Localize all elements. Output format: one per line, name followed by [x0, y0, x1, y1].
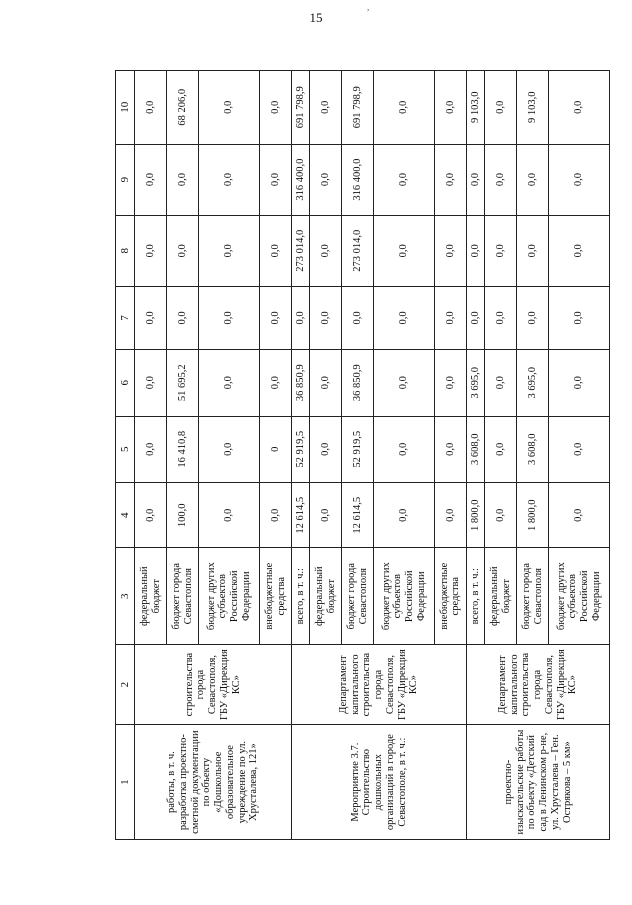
value-cell-col10: 9 103,0 [517, 71, 549, 145]
funding-source: бюджет других субъектов Российской Федерации [199, 548, 260, 644]
value-cell-col7: 0,0 [549, 286, 610, 349]
column-header-7: 7 [116, 286, 135, 349]
value-cell-col4: 1 800,0 [517, 483, 549, 548]
value-cell-col10: 68 206,0 [167, 71, 199, 145]
table-row [467, 71, 485, 840]
column-header-9: 9 [116, 144, 135, 215]
measure-title: Мероприятие 3.7. Строительство дошкольных организаций в городе Севастополе, в т. ч.: [292, 725, 467, 840]
executor: Департамент капитального строительства города Севастополя, ГБУ «Дирекция КС» [467, 644, 610, 724]
funding-source: всего, в т. ч.: [292, 548, 310, 644]
value-cell-col7: 0,0 [199, 286, 260, 349]
value-cell-col9: 0,0 [199, 144, 260, 215]
value-cell-col10: 691 798,9 [342, 71, 374, 145]
value-cell-col7: 0,0 [467, 286, 485, 349]
value-cell-col6: 36 850,9 [342, 349, 374, 416]
value-cell-col7: 0,0 [292, 286, 310, 349]
value-cell-col8: 273 014,0 [292, 215, 310, 286]
column-header-6: 6 [116, 349, 135, 416]
value-cell-col9: 0,0 [167, 144, 199, 215]
value-cell-col10: 0,0 [484, 71, 516, 145]
value-cell-col10: 0,0 [434, 71, 466, 145]
funding-source: внебюджетные средства [434, 548, 466, 644]
value-cell-col6: 0,0 [135, 349, 167, 416]
value-cell-col10: 0,0 [199, 71, 260, 145]
value-cell-col6: 0,0 [434, 349, 466, 416]
page-number: 15 [309, 10, 323, 25]
budget-table [115, 70, 610, 840]
column-header-2: 2 [116, 644, 135, 724]
value-cell-col9: 0,0 [309, 144, 341, 215]
value-cell-col4: 0,0 [434, 483, 466, 548]
value-cell-col4: 12 614,5 [342, 483, 374, 548]
value-cell-col4: 100,0 [167, 483, 199, 548]
executor: строительства города Севастополя, ГБУ «Дирекция КС» [135, 644, 292, 724]
funding-source: федеральный бюджет [484, 548, 516, 644]
value-cell-col5: 52 919,5 [292, 416, 310, 483]
value-cell-col9: 316 400,0 [292, 144, 310, 215]
value-cell-col5: 0 [259, 416, 291, 483]
rotated-table-container [115, 70, 610, 840]
value-cell-col7: 0,0 [434, 286, 466, 349]
funding-source: федеральный бюджет [309, 548, 341, 644]
value-cell-col5: 3 608,0 [467, 416, 485, 483]
column-header-4: 4 [116, 483, 135, 548]
value-cell-col4: 0,0 [549, 483, 610, 548]
executor: Департамент капитального строительства города Севастополя, ГБУ «Дирекция КС» [292, 644, 467, 724]
value-cell-col9: 0,0 [549, 144, 610, 215]
funding-source: бюджет города Севастополя [517, 548, 549, 644]
value-cell-col5: 16 410,8 [167, 416, 199, 483]
value-cell-col7: 0,0 [374, 286, 435, 349]
measure-title: работы, в т. ч. разработка проектно-сметной документации по объекту «Дошкольное образовательное учреждение по ул. Хрусталева, 121» [135, 725, 292, 840]
value-cell-col4: 0,0 [309, 483, 341, 548]
value-cell-col6: 0,0 [484, 349, 516, 416]
value-cell-col9: 0,0 [467, 144, 485, 215]
value-cell-col6: 3 695,0 [517, 349, 549, 416]
value-cell-col6: 0,0 [549, 349, 610, 416]
value-cell-col7: 0,0 [484, 286, 516, 349]
value-cell-col4: 0,0 [199, 483, 260, 548]
value-cell-col5: 0,0 [309, 416, 341, 483]
value-cell-col5: 52 919,5 [342, 416, 374, 483]
value-cell-col6: 3 695,0 [467, 349, 485, 416]
value-cell-col9: 0,0 [484, 144, 516, 215]
value-cell-col10: 9 103,0 [467, 71, 485, 145]
value-cell-col10: 0,0 [374, 71, 435, 145]
value-cell-col8: 0,0 [309, 215, 341, 286]
value-cell-col8: 0,0 [434, 215, 466, 286]
value-cell-col9: 0,0 [135, 144, 167, 215]
value-cell-col6: 51 695,2 [167, 349, 199, 416]
value-cell-col7: 0,0 [309, 286, 341, 349]
funding-source: внебюджетные средства [259, 548, 291, 644]
table-row [135, 71, 167, 840]
value-cell-col7: 0,0 [135, 286, 167, 349]
column-header-1: 1 [116, 725, 135, 840]
value-cell-col10: 0,0 [135, 71, 167, 145]
column-header-5: 5 [116, 416, 135, 483]
value-cell-col6: 0,0 [309, 349, 341, 416]
value-cell-col10: 0,0 [549, 71, 610, 145]
value-cell-col6: 0,0 [259, 349, 291, 416]
value-cell-col8: 0,0 [259, 215, 291, 286]
value-cell-col9: 0,0 [374, 144, 435, 215]
value-cell-col5: 3 608,0 [517, 416, 549, 483]
value-cell-col5: 0,0 [135, 416, 167, 483]
value-cell-col4: 12 614,5 [292, 483, 310, 548]
value-cell-col5: 0,0 [549, 416, 610, 483]
funding-source: бюджет города Севастополя [167, 548, 199, 644]
value-cell-col8: 0,0 [374, 215, 435, 286]
value-cell-col9: 0,0 [434, 144, 466, 215]
value-cell-col8: 0,0 [199, 215, 260, 286]
column-header-3: 3 [116, 548, 135, 644]
funding-source: федеральный бюджет [135, 548, 167, 644]
funding-source: бюджет города Севастополя [342, 548, 374, 644]
value-cell-col6: 0,0 [374, 349, 435, 416]
value-cell-col10: 0,0 [259, 71, 291, 145]
funding-source: бюджет других субъектов Российской Федерации [374, 548, 435, 644]
header-row [116, 71, 135, 840]
value-cell-col10: 691 798,9 [292, 71, 310, 145]
funding-source: всего, в т. ч.: [467, 548, 485, 644]
column-header-10: 10 [116, 71, 135, 145]
value-cell-col5: 0,0 [484, 416, 516, 483]
value-cell-col4: 0,0 [259, 483, 291, 548]
value-cell-col5: 0,0 [199, 416, 260, 483]
value-cell-col7: 0,0 [259, 286, 291, 349]
value-cell-col6: 36 850,9 [292, 349, 310, 416]
value-cell-col8: 0,0 [167, 215, 199, 286]
value-cell-col4: 0,0 [135, 483, 167, 548]
funding-source: бюджет других субъектов Российской Федерации [549, 548, 610, 644]
column-header-8: 8 [116, 215, 135, 286]
value-cell-col8: 273 014,0 [342, 215, 374, 286]
table-row [292, 71, 310, 840]
value-cell-col10: 0,0 [309, 71, 341, 145]
value-cell-col9: 0,0 [517, 144, 549, 215]
value-cell-col8: 0,0 [484, 215, 516, 286]
measure-title: проектно-изыскательские работы по объекту «Детский сад в Ленинском р-не, ул. Хрусталева – Ген. Острякова – 5 км» [467, 725, 610, 840]
value-cell-col8: 0,0 [467, 215, 485, 286]
value-cell-col4: 0,0 [484, 483, 516, 548]
value-cell-col7: 0,0 [517, 286, 549, 349]
value-cell-col8: 0,0 [517, 215, 549, 286]
value-cell-col8: 0,0 [135, 215, 167, 286]
value-cell-col7: 0,0 [342, 286, 374, 349]
value-cell-col7: 0,0 [167, 286, 199, 349]
value-cell-col4: 0,0 [374, 483, 435, 548]
scan-speck: , [367, 2, 370, 12]
value-cell-col9: 316 400,0 [342, 144, 374, 215]
value-cell-col5: 0,0 [434, 416, 466, 483]
value-cell-col5: 0,0 [374, 416, 435, 483]
value-cell-col9: 0,0 [259, 144, 291, 215]
value-cell-col8: 0,0 [549, 215, 610, 286]
value-cell-col4: 1 800,0 [467, 483, 485, 548]
value-cell-col6: 0,0 [199, 349, 260, 416]
